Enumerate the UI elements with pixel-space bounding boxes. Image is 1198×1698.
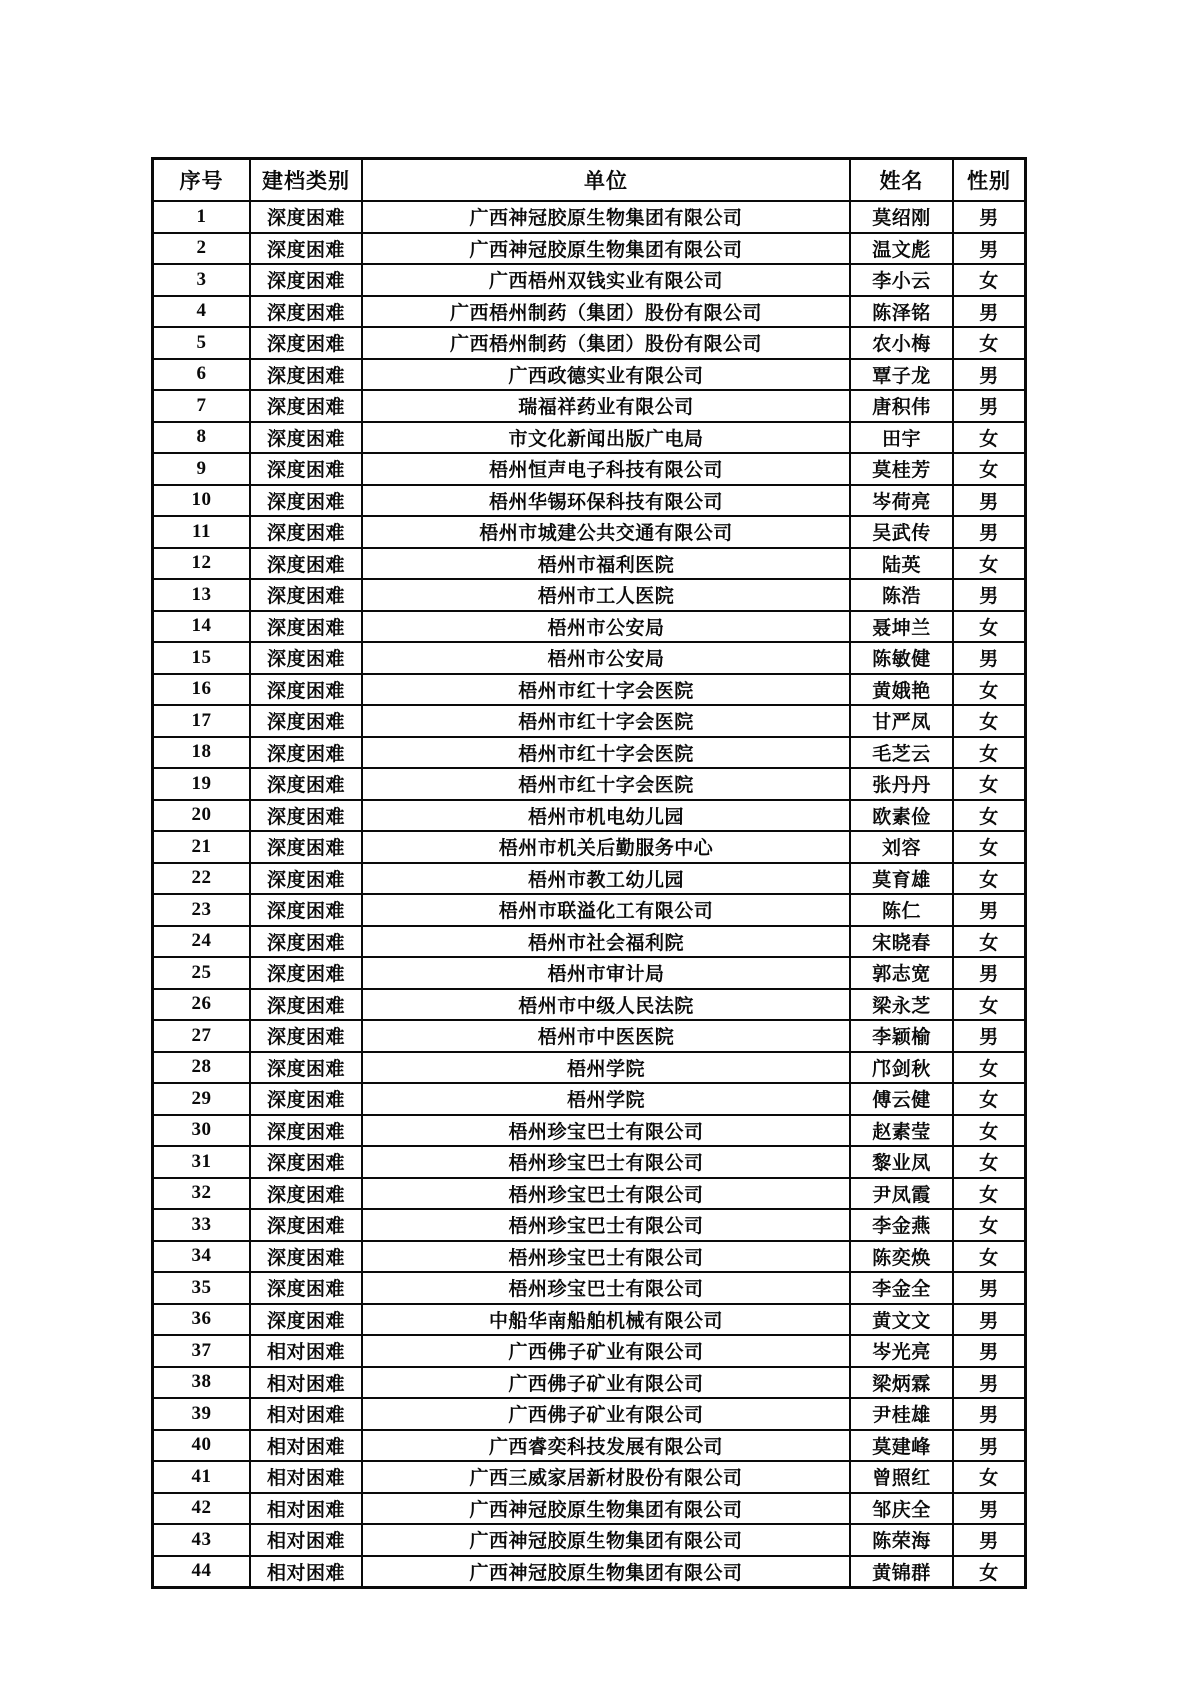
cell-no: 31	[153, 1146, 250, 1178]
cell-category: 深度困难	[250, 642, 362, 674]
cell-gender: 女	[953, 1556, 1025, 1588]
cell-name: 李金全	[850, 1272, 953, 1304]
table-row	[153, 233, 1025, 265]
cell-no: 2	[153, 233, 250, 265]
cell-no: 15	[153, 642, 250, 674]
cell-name: 岑荷亮	[850, 485, 953, 517]
cell-gender: 男	[953, 485, 1025, 517]
table-row	[153, 1335, 1025, 1367]
cell-unit: 梧州珍宝巴士有限公司	[362, 1178, 850, 1210]
cell-gender: 女	[953, 548, 1025, 580]
header-unit: 单位	[362, 159, 850, 201]
cell-category: 深度困难	[250, 800, 362, 832]
cell-category: 深度困难	[250, 894, 362, 926]
cell-name: 张丹丹	[850, 768, 953, 800]
cell-name: 尹桂雄	[850, 1398, 953, 1430]
cell-unit: 广西三威家居新材股份有限公司	[362, 1461, 850, 1493]
cell-gender: 女	[953, 831, 1025, 863]
cell-unit: 梧州市机电幼儿园	[362, 800, 850, 832]
cell-gender: 男	[953, 1020, 1025, 1052]
cell-name: 宋晓春	[850, 926, 953, 958]
cell-name: 甘严凤	[850, 705, 953, 737]
cell-no: 33	[153, 1209, 250, 1241]
cell-no: 32	[153, 1178, 250, 1210]
cell-gender: 女	[953, 264, 1025, 296]
cell-unit: 瑞福祥药业有限公司	[362, 390, 850, 422]
table-row	[153, 579, 1025, 611]
table-row	[153, 1020, 1025, 1052]
table-row	[153, 957, 1025, 989]
table-row	[153, 642, 1025, 674]
cell-gender: 女	[953, 926, 1025, 958]
cell-unit: 梧州市福利医院	[362, 548, 850, 580]
cell-name: 黄文文	[850, 1304, 953, 1336]
cell-category: 深度困难	[250, 359, 362, 391]
table-row	[153, 1241, 1025, 1273]
cell-unit: 梧州珍宝巴士有限公司	[362, 1115, 850, 1147]
cell-no: 10	[153, 485, 250, 517]
cell-unit: 广西政德实业有限公司	[362, 359, 850, 391]
cell-unit: 广西神冠胶原生物集团有限公司	[362, 1524, 850, 1556]
cell-unit: 梧州市城建公共交通有限公司	[362, 516, 850, 548]
cell-category: 深度困难	[250, 989, 362, 1021]
cell-unit: 梧州市教工幼儿园	[362, 863, 850, 895]
cell-no: 25	[153, 957, 250, 989]
cell-gender: 女	[953, 768, 1025, 800]
cell-no: 39	[153, 1398, 250, 1430]
cell-no: 34	[153, 1241, 250, 1273]
cell-category: 深度困难	[250, 264, 362, 296]
cell-no: 22	[153, 863, 250, 895]
cell-category: 深度困难	[250, 1241, 362, 1273]
cell-gender: 女	[953, 705, 1025, 737]
cell-category: 深度困难	[250, 485, 362, 517]
cell-name: 黄锦群	[850, 1556, 953, 1588]
cell-category: 深度困难	[250, 1304, 362, 1336]
cell-gender: 男	[953, 579, 1025, 611]
cell-category: 相对困难	[250, 1367, 362, 1399]
cell-gender: 女	[953, 1146, 1025, 1178]
table-row	[153, 422, 1025, 454]
cell-gender: 男	[953, 390, 1025, 422]
cell-category: 相对困难	[250, 1430, 362, 1462]
cell-name: 曾照红	[850, 1461, 953, 1493]
cell-name: 温文彪	[850, 233, 953, 265]
cell-unit: 广西梧州制药（集团）股份有限公司	[362, 296, 850, 328]
cell-category: 深度困难	[250, 611, 362, 643]
cell-unit: 广西神冠胶原生物集团有限公司	[362, 233, 850, 265]
table-row	[153, 1052, 1025, 1084]
cell-no: 40	[153, 1430, 250, 1462]
cell-gender: 女	[953, 863, 1025, 895]
cell-gender: 女	[953, 611, 1025, 643]
cell-no: 24	[153, 926, 250, 958]
cell-category: 深度困难	[250, 548, 362, 580]
table-row	[153, 1115, 1025, 1147]
cell-name: 莫绍刚	[850, 201, 953, 233]
cell-no: 11	[153, 516, 250, 548]
cell-name: 唐积伟	[850, 390, 953, 422]
cell-category: 深度困难	[250, 1020, 362, 1052]
cell-category: 深度困难	[250, 1083, 362, 1115]
cell-no: 19	[153, 768, 250, 800]
table-body	[153, 201, 1025, 1587]
table-row	[153, 1398, 1025, 1430]
cell-no: 44	[153, 1556, 250, 1588]
cell-gender: 女	[953, 1115, 1025, 1147]
cell-name: 邹庆全	[850, 1493, 953, 1525]
cell-gender: 女	[953, 1083, 1025, 1115]
cell-gender: 男	[953, 1524, 1025, 1556]
cell-gender: 女	[953, 800, 1025, 832]
cell-no: 38	[153, 1367, 250, 1399]
cell-no: 8	[153, 422, 250, 454]
table-row	[153, 1178, 1025, 1210]
cell-unit: 梧州市公安局	[362, 642, 850, 674]
cell-name: 李颖榆	[850, 1020, 953, 1052]
cell-category: 深度困难	[250, 296, 362, 328]
cell-unit: 市文化新闻出版广电局	[362, 422, 850, 454]
cell-unit: 中船华南船舶机械有限公司	[362, 1304, 850, 1336]
header-category: 建档类别	[250, 159, 362, 201]
cell-category: 深度困难	[250, 1115, 362, 1147]
table-row	[153, 1461, 1025, 1493]
cell-unit: 梧州市红十字会医院	[362, 674, 850, 706]
cell-no: 7	[153, 390, 250, 422]
cell-unit: 广西梧州双钱实业有限公司	[362, 264, 850, 296]
cell-category: 深度困难	[250, 516, 362, 548]
cell-unit: 广西佛子矿业有限公司	[362, 1335, 850, 1367]
table-row	[153, 485, 1025, 517]
table-row	[153, 926, 1025, 958]
cell-gender: 男	[953, 1493, 1025, 1525]
cell-unit: 梧州市红十字会医院	[362, 768, 850, 800]
cell-category: 相对困难	[250, 1398, 362, 1430]
cell-name: 欧素俭	[850, 800, 953, 832]
cell-unit: 梧州华锡环保科技有限公司	[362, 485, 850, 517]
cell-gender: 女	[953, 1461, 1025, 1493]
cell-category: 深度困难	[250, 926, 362, 958]
cell-gender: 男	[953, 894, 1025, 926]
cell-no: 17	[153, 705, 250, 737]
cell-unit: 梧州学院	[362, 1052, 850, 1084]
cell-unit: 广西佛子矿业有限公司	[362, 1398, 850, 1430]
cell-category: 深度困难	[250, 957, 362, 989]
cell-category: 深度困难	[250, 233, 362, 265]
cell-gender: 女	[953, 422, 1025, 454]
cell-unit: 梧州珍宝巴士有限公司	[362, 1272, 850, 1304]
cell-name: 聂坤兰	[850, 611, 953, 643]
cell-name: 郭志宽	[850, 957, 953, 989]
table-row	[153, 264, 1025, 296]
table-row	[153, 800, 1025, 832]
cell-gender: 男	[953, 296, 1025, 328]
table-row	[153, 737, 1025, 769]
table-row	[153, 1304, 1025, 1336]
cell-name: 黄娥艳	[850, 674, 953, 706]
cell-no: 20	[153, 800, 250, 832]
cell-unit: 梧州市社会福利院	[362, 926, 850, 958]
table-row	[153, 1524, 1025, 1556]
cell-no: 12	[153, 548, 250, 580]
cell-gender: 女	[953, 1241, 1025, 1273]
cell-gender: 女	[953, 327, 1025, 359]
cell-category: 深度困难	[250, 1146, 362, 1178]
cell-category: 深度困难	[250, 327, 362, 359]
cell-no: 27	[153, 1020, 250, 1052]
cell-no: 42	[153, 1493, 250, 1525]
cell-category: 深度困难	[250, 1178, 362, 1210]
cell-category: 深度困难	[250, 1272, 362, 1304]
cell-name: 陈奕焕	[850, 1241, 953, 1273]
table-row	[153, 296, 1025, 328]
cell-name: 田宇	[850, 422, 953, 454]
cell-gender: 男	[953, 516, 1025, 548]
table-row	[153, 327, 1025, 359]
table-header-row	[153, 159, 1025, 201]
cell-gender: 女	[953, 737, 1025, 769]
table-row	[153, 1556, 1025, 1588]
cell-unit: 梧州市红十字会医院	[362, 705, 850, 737]
table-row	[153, 674, 1025, 706]
cell-unit: 梧州市红十字会医院	[362, 737, 850, 769]
table-row	[153, 359, 1025, 391]
cell-unit: 广西梧州制药（集团）股份有限公司	[362, 327, 850, 359]
cell-unit: 梧州珍宝巴士有限公司	[362, 1146, 850, 1178]
cell-no: 3	[153, 264, 250, 296]
cell-no: 18	[153, 737, 250, 769]
table-row	[153, 1493, 1025, 1525]
cell-category: 深度困难	[250, 768, 362, 800]
header-gender: 性别	[953, 159, 1025, 201]
cell-name: 陈泽铭	[850, 296, 953, 328]
cell-unit: 广西睿奕科技发展有限公司	[362, 1430, 850, 1462]
cell-unit: 广西神冠胶原生物集团有限公司	[362, 1556, 850, 1588]
cell-gender: 女	[953, 989, 1025, 1021]
table-row	[153, 611, 1025, 643]
cell-unit: 梧州市机关后勤服务中心	[362, 831, 850, 863]
cell-unit: 梧州珍宝巴士有限公司	[362, 1209, 850, 1241]
cell-gender: 女	[953, 674, 1025, 706]
cell-no: 13	[153, 579, 250, 611]
cell-name: 莫育雄	[850, 863, 953, 895]
cell-gender: 男	[953, 1335, 1025, 1367]
cell-category: 深度困难	[250, 674, 362, 706]
table-row	[153, 201, 1025, 233]
cell-category: 相对困难	[250, 1461, 362, 1493]
cell-name: 赵素莹	[850, 1115, 953, 1147]
cell-unit: 梧州市中级人民法院	[362, 989, 850, 1021]
cell-no: 9	[153, 453, 250, 485]
table-row	[153, 516, 1025, 548]
table-row	[153, 894, 1025, 926]
cell-no: 23	[153, 894, 250, 926]
cell-unit: 梧州学院	[362, 1083, 850, 1115]
cell-category: 相对困难	[250, 1524, 362, 1556]
cell-name: 毛芝云	[850, 737, 953, 769]
cell-gender: 男	[953, 233, 1025, 265]
cell-no: 16	[153, 674, 250, 706]
cell-category: 深度困难	[250, 1052, 362, 1084]
cell-category: 深度困难	[250, 453, 362, 485]
cell-gender: 女	[953, 1052, 1025, 1084]
cell-name: 梁炳霖	[850, 1367, 953, 1399]
cell-no: 26	[153, 989, 250, 1021]
table-row	[153, 705, 1025, 737]
cell-gender: 男	[953, 359, 1025, 391]
cell-unit: 广西神冠胶原生物集团有限公司	[362, 201, 850, 233]
cell-category: 相对困难	[250, 1556, 362, 1588]
cell-unit: 梧州恒声电子科技有限公司	[362, 453, 850, 485]
table-row	[153, 390, 1025, 422]
cell-no: 36	[153, 1304, 250, 1336]
cell-unit: 梧州珍宝巴士有限公司	[362, 1241, 850, 1273]
cell-name: 李金燕	[850, 1209, 953, 1241]
cell-gender: 男	[953, 1304, 1025, 1336]
cell-name: 邝剑秋	[850, 1052, 953, 1084]
cell-category: 深度困难	[250, 390, 362, 422]
cell-unit: 梧州市工人医院	[362, 579, 850, 611]
cell-name: 覃子龙	[850, 359, 953, 391]
cell-no: 43	[153, 1524, 250, 1556]
cell-no: 6	[153, 359, 250, 391]
cell-category: 深度困难	[250, 201, 362, 233]
cell-no: 37	[153, 1335, 250, 1367]
cell-gender: 男	[953, 957, 1025, 989]
cell-gender: 男	[953, 1367, 1025, 1399]
cell-name: 岑光亮	[850, 1335, 953, 1367]
table-row	[153, 863, 1025, 895]
cell-name: 傅云健	[850, 1083, 953, 1115]
cell-gender: 男	[953, 1398, 1025, 1430]
table-row	[153, 1272, 1025, 1304]
cell-name: 陈仁	[850, 894, 953, 926]
cell-name: 梁永芝	[850, 989, 953, 1021]
cell-no: 4	[153, 296, 250, 328]
cell-name: 莫桂芳	[850, 453, 953, 485]
cell-no: 28	[153, 1052, 250, 1084]
cell-category: 深度困难	[250, 737, 362, 769]
table-row	[153, 768, 1025, 800]
roster-table	[152, 158, 1026, 1588]
header-no: 序号	[153, 159, 250, 201]
table-row	[153, 1367, 1025, 1399]
table-row	[153, 548, 1025, 580]
header-name: 姓名	[850, 159, 953, 201]
cell-category: 深度困难	[250, 422, 362, 454]
cell-category: 深度困难	[250, 831, 362, 863]
cell-no: 14	[153, 611, 250, 643]
cell-gender: 男	[953, 1430, 1025, 1462]
cell-unit: 梧州市联溢化工有限公司	[362, 894, 850, 926]
cell-no: 41	[153, 1461, 250, 1493]
cell-no: 5	[153, 327, 250, 359]
cell-no: 21	[153, 831, 250, 863]
cell-gender: 男	[953, 642, 1025, 674]
cell-category: 相对困难	[250, 1493, 362, 1525]
cell-name: 刘容	[850, 831, 953, 863]
cell-name: 农小梅	[850, 327, 953, 359]
cell-name: 陈敏健	[850, 642, 953, 674]
table-row	[153, 989, 1025, 1021]
table-row	[153, 1083, 1025, 1115]
cell-no: 29	[153, 1083, 250, 1115]
table-row	[153, 1209, 1025, 1241]
cell-gender: 女	[953, 1209, 1025, 1241]
cell-gender: 男	[953, 201, 1025, 233]
cell-name: 陆英	[850, 548, 953, 580]
table-row	[153, 453, 1025, 485]
cell-category: 深度困难	[250, 863, 362, 895]
cell-category: 深度困难	[250, 705, 362, 737]
cell-unit: 梧州市中医医院	[362, 1020, 850, 1052]
table-row	[153, 831, 1025, 863]
cell-name: 陈荣海	[850, 1524, 953, 1556]
cell-name: 莫建峰	[850, 1430, 953, 1462]
cell-category: 相对困难	[250, 1335, 362, 1367]
cell-name: 尹凤霞	[850, 1178, 953, 1210]
cell-name: 吴武传	[850, 516, 953, 548]
cell-no: 1	[153, 201, 250, 233]
table-row	[153, 1430, 1025, 1462]
cell-no: 35	[153, 1272, 250, 1304]
cell-name: 李小云	[850, 264, 953, 296]
cell-category: 深度困难	[250, 579, 362, 611]
cell-name: 黎业凤	[850, 1146, 953, 1178]
cell-unit: 梧州市审计局	[362, 957, 850, 989]
cell-unit: 广西神冠胶原生物集团有限公司	[362, 1493, 850, 1525]
cell-gender: 女	[953, 453, 1025, 485]
table-row	[153, 1146, 1025, 1178]
cell-gender: 男	[953, 1272, 1025, 1304]
cell-category: 深度困难	[250, 1209, 362, 1241]
cell-name: 陈浩	[850, 579, 953, 611]
cell-no: 30	[153, 1115, 250, 1147]
cell-unit: 梧州市公安局	[362, 611, 850, 643]
cell-unit: 广西佛子矿业有限公司	[362, 1367, 850, 1399]
cell-gender: 女	[953, 1178, 1025, 1210]
